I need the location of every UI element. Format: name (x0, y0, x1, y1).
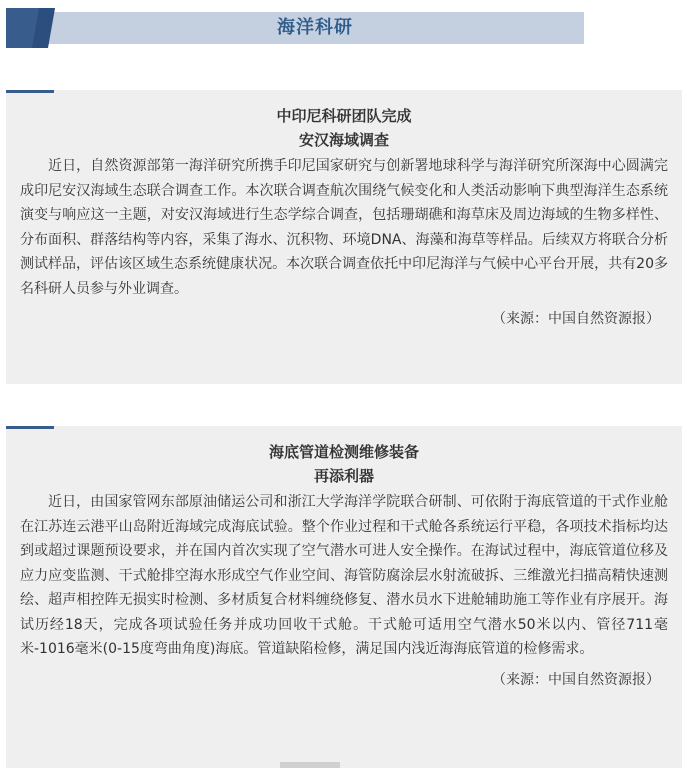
article-body: 近日，自然资源部第一海洋研究所携手印尼国家研究与创新署地球科学与海洋研究所深海中心圆满完成印尼安汉海域生态联合调查工作。本次联合调查航次围绕气候变化和人类活动影响下典型海洋生态系统演变与响应这一主题，对安汉海域进行生态学综合调查，包括珊瑚礁和海草床及周边海域的生物多样性、分布面积、群落结构等内容，采集了海水、沉积物、环境DNA、海藻和海草等样品。后续双方将联合分析测试样品，评估该区域生态系统健康状况。本次联合调查依托中印尼海洋与气候中心平台开展，共有20多名科研人员参与外业调查。 (20, 158, 668, 297)
article-headline-line2: 安汉海域调查 (298, 131, 389, 149)
article-headline (6, 426, 682, 488)
next-section-hint (280, 762, 340, 768)
section-header (6, 8, 584, 48)
article-accent-line (6, 426, 54, 429)
article-headline-line1: 中印尼科研团队完成 (276, 107, 412, 125)
article-card (6, 426, 682, 768)
article-accent-line (6, 90, 54, 93)
article-card (6, 90, 682, 384)
article-source: （来源：中国自然资源报） (492, 311, 660, 327)
article-source: （来源：中国自然资源报） (492, 671, 660, 688)
article-headline-line2: 再添利器 (313, 467, 374, 485)
article-body: 近日，由国家管网东部原油储运公司和浙江大学海洋学院联合研制、可依附于海底管道的干式作业舱在江苏连云港平山岛附近海域完成海底试验。整个作业过程和干式舱各系统运行平稳，各项技术指标均达到或超过课题预设要求，并在国内首次实现了空气潜水可进人安全操作。在海试过程中，海底管道位移及应力应变监测、干式舱排空海水形成空气作业空间、海管防腐涂层水射流破拆、三维激光扫描高精快速测绘、超声相控阵无损实时检测、多材质复合材料缠绕修复、潜水员水下进舱辅助施工等作业有序展开。海试历经18天，完成各项试验任务并成功回收干式舱。干式舱可适用空气潜水50米以内、管径711毫米-1016毫米(0-15度弯曲角度)海底。管道缺陷检修，满足国内浅近海海底管道的检修需求。 (20, 494, 668, 657)
article-headline (6, 90, 682, 152)
article-headline-line1: 海底管道检测维修装备 (268, 443, 419, 461)
section-title: 海洋科研 (277, 17, 353, 38)
